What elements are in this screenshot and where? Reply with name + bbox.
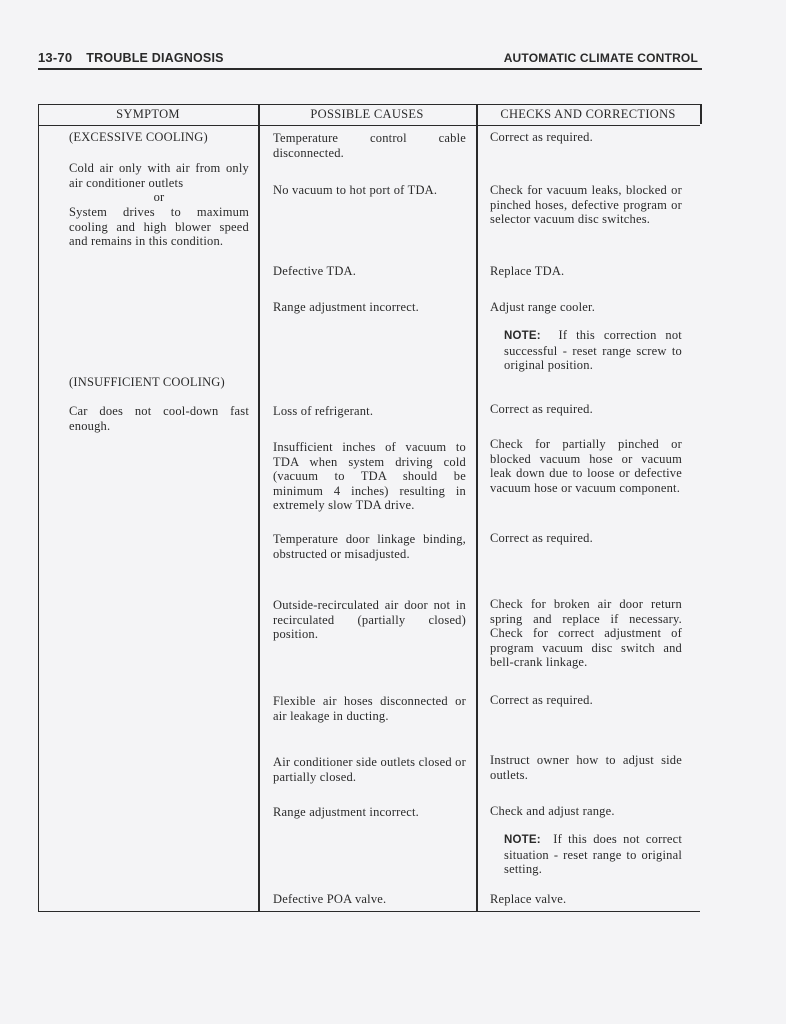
check-item: Correct as required. (490, 130, 593, 144)
note-text: If this does not correct situation - reset range to original setting. (504, 832, 682, 877)
check-item: Correct as required. (490, 531, 593, 545)
cause-item: Outside-recirculated air door not in recirculated (partially closed) position. (273, 598, 466, 642)
symptom-title: (EXCESSIVE COOLING) (69, 130, 208, 144)
symptom-title: (INSUFFICIENT COOLING) (69, 375, 225, 389)
cause-item: Air conditioner side outlets closed or partially closed. (273, 755, 466, 784)
cause-item: Defective TDA. (273, 264, 357, 278)
cause-item: Defective POA valve. (273, 892, 387, 906)
check-item: Instruct owner how to adjust side outlets. (490, 753, 682, 782)
check-item: Check for vacuum leaks, blocked or pinched hoses, defective program or selector vacuum disc switches. (490, 183, 682, 227)
note-label: NOTE: (504, 330, 541, 342)
check-item: Adjust range cooler. (490, 300, 596, 314)
cause-item: Temperature door linkage binding, obstructed or misadjusted. (273, 532, 466, 561)
column-divider (476, 104, 478, 912)
cause-item: Flexible air hoses disconnected or air leakage in ducting. (273, 694, 466, 723)
symptom-description: System drives to maximum cooling and high blower speed and remains in this condition. (69, 205, 249, 249)
causes-column-header: POSSIBLE CAUSES (310, 107, 424, 121)
check-item: Replace TDA. (490, 264, 565, 278)
page-header-left (38, 50, 224, 65)
cause-item: No vacuum to hot port of TDA. (273, 183, 438, 197)
note-label: NOTE: (504, 834, 541, 846)
check-item: Correct as required. (490, 693, 593, 707)
check-item: Check for partially pinched or blocked vacuum hose or vacuum leak down due to loose or defective vacuum hose or vacuum component. (490, 437, 682, 495)
check-item: Correct as required. (490, 402, 593, 416)
symptom-or: or (153, 190, 165, 204)
cause-item: Temperature control cable disconnected. (273, 131, 466, 160)
check-item: Check for broken air door return spring and replace if necessary. Check for correct adjustment of program vacuum disc switch and bell-crank linkage. (490, 597, 682, 670)
note-block (504, 832, 682, 877)
section-title: TROUBLE DIAGNOSIS (86, 51, 224, 65)
cause-item: Loss of refrigerant. (273, 404, 374, 418)
header-rule (38, 68, 702, 70)
symptom-description: Car does not cool-down fast enough. (69, 404, 249, 433)
column-divider (700, 104, 702, 124)
cause-item: Range adjustment incorrect. (273, 300, 419, 314)
cause-item: Range adjustment incorrect. (273, 805, 419, 819)
symptom-description: Cold air only with air from only air conditioner outlets (69, 161, 249, 190)
cause-item: Insufficient inches of vacuum to TDA when system driving cold (vacuum to TDA should be minimum 4 inches) resulting in extremely slow TDA drive. (273, 440, 466, 513)
note-block (504, 328, 682, 373)
column-divider (258, 104, 260, 912)
checks-column-header: CHECKS AND CORRECTIONS (500, 107, 676, 121)
symptom-column-header: SYMPTOM (116, 107, 180, 121)
page-number: 13-70 (38, 50, 73, 65)
check-item: Replace valve. (490, 892, 567, 906)
check-item: Check and adjust range. (490, 804, 615, 818)
header-row-rule (38, 125, 700, 126)
chapter-title: AUTOMATIC CLIMATE CONTROL (503, 51, 698, 65)
note-text: If this correction not successful - reset range screw to original position. (504, 328, 682, 373)
